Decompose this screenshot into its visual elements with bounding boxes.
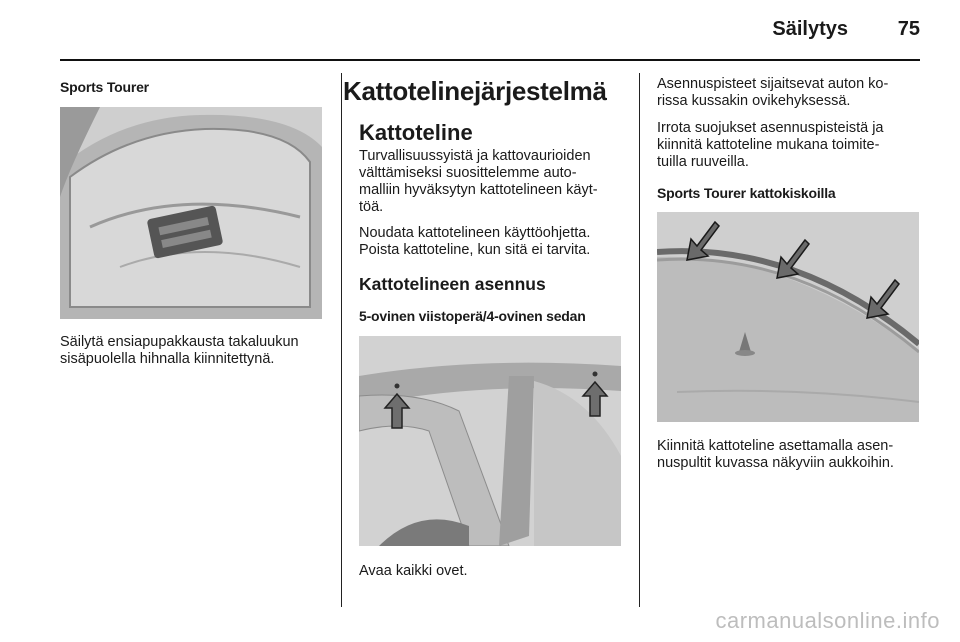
text-line: tuilla ruuveilla.	[657, 154, 749, 170]
variant-heading-sports-tourer-rails: Sports Tourer kattokiskoilla	[657, 185, 836, 201]
chapter-heading: Kattotelinejärjestelmä	[343, 76, 607, 106]
text-line: Asennuspisteet sijaitsevat auton ko-	[657, 76, 889, 92]
watermark: carmanualsonline.info	[715, 608, 940, 633]
text-line: Turvallisuussyistä ja kattovaurioiden	[359, 148, 591, 164]
paragraph-instructions	[359, 225, 629, 259]
subsection-heading-installation: Kattotelineen asennus	[359, 274, 546, 294]
section-heading-kattoteline: Kattoteline	[359, 120, 473, 145]
running-header-title: Säilytys	[772, 18, 848, 40]
text-line: rissa kussakin ovikehyksessä.	[657, 93, 851, 109]
text-line: malliin hyväksytyn kattotelineen käyt-	[359, 182, 598, 198]
text-line: välttämiseksi suosittelemme auto-	[359, 165, 577, 181]
paragraph-remove-covers	[657, 120, 937, 171]
text-line: töä.	[359, 199, 384, 215]
caption-open-doors: Avaa kaikki ovet.	[359, 563, 468, 579]
caption-line: sisäpuolella hihnalla kiinnitettynä.	[60, 351, 275, 367]
text-line: Noudata kattotelineen käyttöohjetta.	[359, 225, 591, 241]
page-number: 75	[897, 18, 920, 40]
section-heading-sports-tourer: Sports Tourer	[60, 79, 149, 95]
caption-line: Säilytä ensiapupakkausta takaluukun	[60, 334, 299, 350]
text-line: Kiinnitä kattoteline asettamalla asen-	[657, 438, 894, 454]
text-line: nuspultit kuvassa näkyviin aukkoihin.	[657, 455, 894, 471]
text-line: Poista kattoteline, kun sitä ei tarvita.	[359, 242, 591, 258]
figure-roof-rail-mounting-points	[657, 212, 919, 422]
variant-heading-sedan: 5-ovinen viistoperä/4-ovinen sedan	[359, 308, 586, 324]
figure-door-frame-mounting-points	[359, 336, 621, 546]
figure-first-aid-kit-tailgate	[60, 107, 322, 319]
caption-first-aid-kit	[60, 334, 330, 368]
caption-attach-rack	[657, 438, 942, 472]
paragraph-mount-locations	[657, 76, 937, 110]
text-line: kiinnitä kattoteline mukana toimite-	[657, 137, 880, 153]
column-divider-2	[639, 73, 640, 607]
text-line: Irrota suojukset asennuspisteistä ja	[657, 120, 884, 136]
paragraph-recommendation	[359, 148, 629, 216]
header-divider	[60, 59, 920, 61]
column-divider-1	[341, 73, 342, 607]
